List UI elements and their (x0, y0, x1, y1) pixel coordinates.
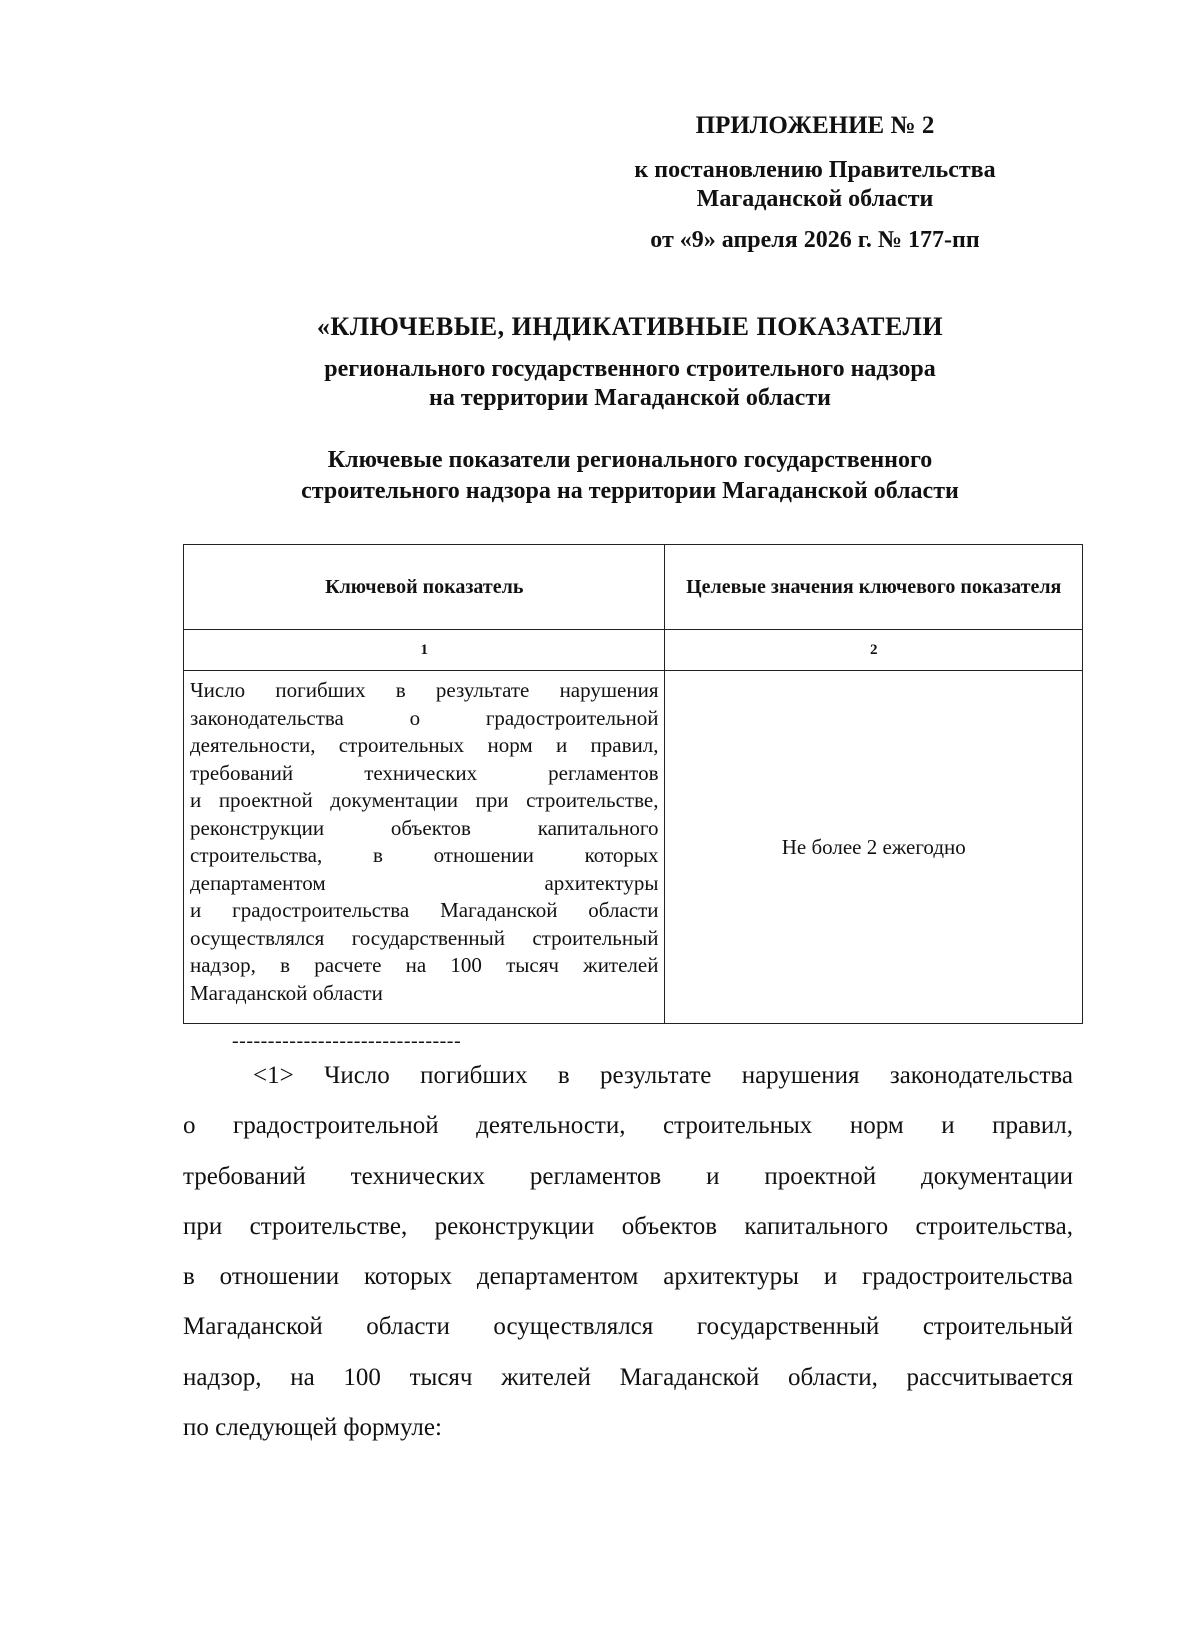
indicator-target-value: Не более 2 ежегодно (665, 671, 1083, 1024)
document-title: «КЛЮЧЕВЫЕ, ИНДИКАТИВНЫЕ ПОКАЗАТЕЛИ (316, 312, 944, 341)
document-subtitle-line-1: регионального государственного строительного надзора (324, 356, 936, 382)
footnote-line: надзор, на 100 тысяч жителей Магаданской области, рассчитывается (183, 1363, 1073, 1391)
appendix-line-1: к постановлению Правительства (634, 157, 996, 183)
document-subtitle-line-2: на территории Магаданской области (429, 385, 831, 411)
indicator-line: департаментом архитектуры (190, 870, 659, 895)
appendix-title: ПРИЛОЖЕНИЕ № 2 (695, 112, 935, 139)
footnote-line: требований технических регламентов и проектной документации (183, 1162, 1073, 1190)
section-title-line-2: строительного надзора на территории Магаданской области (301, 478, 959, 504)
indicator-line: строительства, в отношении которых (190, 843, 659, 867)
indicator-line: требований технических регламентов (190, 760, 659, 785)
footnote-line: Магаданской области осуществлялся государственный строительный (183, 1313, 1073, 1341)
indicator-line: реконструкции объектов капитального (190, 815, 659, 840)
indicator-line: и градостроительства Магаданской области (190, 898, 659, 922)
section-title-line-1: Ключевые показатели регионального государственного (327, 447, 933, 473)
footnote-line: в отношении которых департаментом архитектуры и градостроительства (183, 1263, 1073, 1291)
appendix-date-number: от «9» апреля 2026 г. № 177-пп (650, 227, 980, 253)
column-number-1: 1 (184, 630, 665, 671)
footnote-separator: -------------------------------- (232, 1030, 462, 1052)
footnote-line: по следующей формуле: (183, 1414, 442, 1442)
header-key-indicator: Ключевой показатель (184, 545, 665, 630)
appendix-line-2: Магаданской области (696, 186, 934, 212)
indicator-line: Число погибших в результате нарушения (190, 678, 659, 702)
footnote-line: при строительстве, реконструкции объектов капитального строительства, (183, 1212, 1073, 1240)
table-row (184, 671, 1083, 1024)
indicator-line: деятельности, строительных норм и правил, (190, 733, 659, 757)
indicator-line: Магаданской области (190, 980, 383, 1005)
key-indicators-table (183, 544, 1083, 1024)
indicator-line: и проектной документации при строительстве, (190, 788, 659, 812)
indicator-line: осуществлялся государственный строительный (190, 925, 659, 950)
indicator-line: законодательства о градостроительной (190, 705, 659, 730)
table-number-row (184, 630, 1083, 671)
header-target-values: Целевые значения ключевого показателя (665, 545, 1083, 630)
table-header-row (184, 545, 1083, 630)
footnote-line: о градостроительной деятельности, строительных норм и правил, (183, 1112, 1073, 1140)
column-number-2: 2 (665, 630, 1083, 671)
footnote-paragraph (183, 1051, 1073, 1453)
indicator-line: надзор, в расчете на 100 тысяч жителей (190, 953, 659, 977)
footnote-line: <1> Число погибших в результате нарушения законодательства (253, 1062, 1073, 1089)
indicator-description (184, 671, 665, 1024)
